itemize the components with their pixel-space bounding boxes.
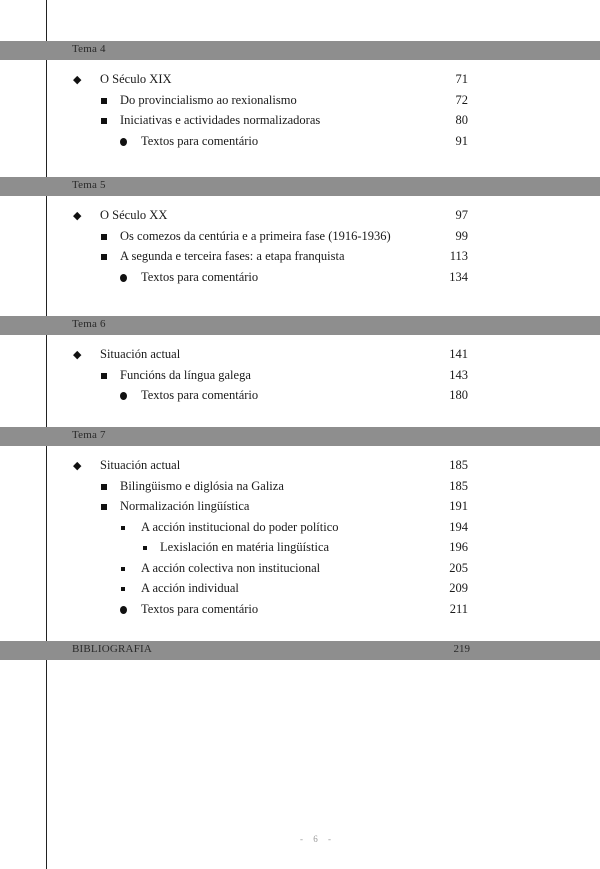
toc-entry[interactable] [0,210,600,228]
toc-entry[interactable] [0,583,600,601]
toc-entry[interactable] [0,478,600,499]
toc-entry-page-number: 71 [455,72,468,86]
toc-entry[interactable] [0,542,600,560]
square-bullet-icon [101,98,107,104]
small-square-bullet-icon [121,587,125,591]
diamond-bullet-icon: ◆ [73,349,82,361]
section-header-band [0,427,600,446]
toc-entry-page-number: 72 [455,92,468,107]
square-bullet-icon [101,484,107,490]
toc-entry[interactable] [0,560,600,581]
toc-entry-title: Lexislación en matéria lingüística [160,540,330,554]
section-header-band [0,41,600,60]
toc-entry-title: Situación actual [100,458,181,472]
section-title: Tema 6 [72,318,106,330]
section-title: Tema 4 [72,43,106,55]
small-square-bullet-icon [143,546,147,550]
bibliography-band[interactable] [0,641,600,660]
toc-entry-title: Situación actual [100,347,181,361]
toc-entry-page-number: 185 [449,458,468,472]
toc-entry-page-number: 211 [449,601,468,616]
toc-entry-title: Textos para comentário [141,133,259,148]
toc-entry-title: Textos para comentário [141,388,259,402]
section-header-band [0,316,600,335]
section-title: Tema 5 [72,179,106,191]
toc-entry[interactable] [0,501,600,519]
toc-entry-page-number: 209 [449,581,468,595]
toc-entry[interactable] [0,367,600,388]
circle-bullet-icon [120,606,127,614]
toc-entry[interactable] [0,349,600,367]
toc-entry-page-number: 205 [449,560,468,575]
toc-entry-page-number: 91 [455,133,468,148]
toc-entry-title: Normalización lingüística [120,499,250,513]
square-bullet-icon [101,234,107,240]
toc-entry[interactable] [0,133,600,154]
small-square-bullet-icon [121,526,125,530]
toc-entry-title: O Século XIX [100,72,172,86]
toc-entry-page-number: 99 [455,228,468,243]
toc-entry-page-number: 196 [449,540,468,554]
toc-entry-page-number: 143 [449,367,468,382]
toc-entry[interactable] [0,269,600,290]
toc-entry-title: O Século XX [100,208,168,222]
toc-entry[interactable] [0,390,600,408]
toc-entry-page-number: 113 [449,249,468,263]
toc-entry[interactable] [0,228,600,249]
diamond-bullet-icon: ◆ [73,460,82,472]
bibliography-label: BIBLIOGRAFIA [72,643,153,655]
toc-entry[interactable] [0,519,600,540]
toc-entry-title: A acción colectiva non institucional [141,560,321,575]
toc-entry-page-number: 80 [455,113,468,127]
toc-entry-page-number: 180 [449,388,468,402]
section-title: Tema 7 [72,429,106,441]
toc-entry-title: Bilingüismo e diglósia na Galiza [120,478,284,493]
page-number-mark: - 6 - [300,834,335,844]
toc-entry-page-number: 185 [449,478,468,493]
circle-bullet-icon [120,138,127,146]
circle-bullet-icon [120,392,127,400]
toc-entry-title: Do provincialismo ao rexionalismo [120,92,297,107]
toc-entry-page-number: 191 [449,499,468,513]
toc-entry-title: A acción individual [141,581,239,595]
square-bullet-icon [101,254,107,260]
square-bullet-icon [101,504,107,510]
diamond-bullet-icon: ◆ [73,74,82,86]
toc-entry-page-number: 97 [455,208,468,222]
circle-bullet-icon [120,274,127,282]
section-header-band [0,177,600,196]
toc-entry[interactable] [0,251,600,269]
toc-entry[interactable] [0,74,600,92]
square-bullet-icon [101,118,107,124]
square-bullet-icon [101,373,107,379]
diamond-bullet-icon: ◆ [73,210,82,222]
toc-entry-page-number: 141 [449,347,468,361]
toc-entry-title: Os comezos da centúria e a primeira fase (1916-1936) [120,228,391,243]
bibliography-page-number: 219 [453,643,470,655]
toc-entry-title: Iniciativas e actividades normalizadoras [120,113,321,127]
toc-entry-title: A acción institucional do poder político [141,519,339,534]
toc-entry-title: Textos para comentário [141,601,259,616]
toc-entry-page-number: 134 [449,269,468,284]
toc-entry[interactable] [0,115,600,133]
toc-entry-title: Textos para comentário [141,269,259,284]
toc-entry-title: Funcións da língua galega [120,367,251,382]
toc-entry[interactable] [0,601,600,622]
toc-entry-page-number: 194 [449,519,468,534]
toc-entry[interactable] [0,92,600,113]
toc-entry[interactable] [0,460,600,478]
small-square-bullet-icon [121,567,125,571]
toc-entry-title: A segunda e terceira fases: a etapa franquista [120,249,345,263]
